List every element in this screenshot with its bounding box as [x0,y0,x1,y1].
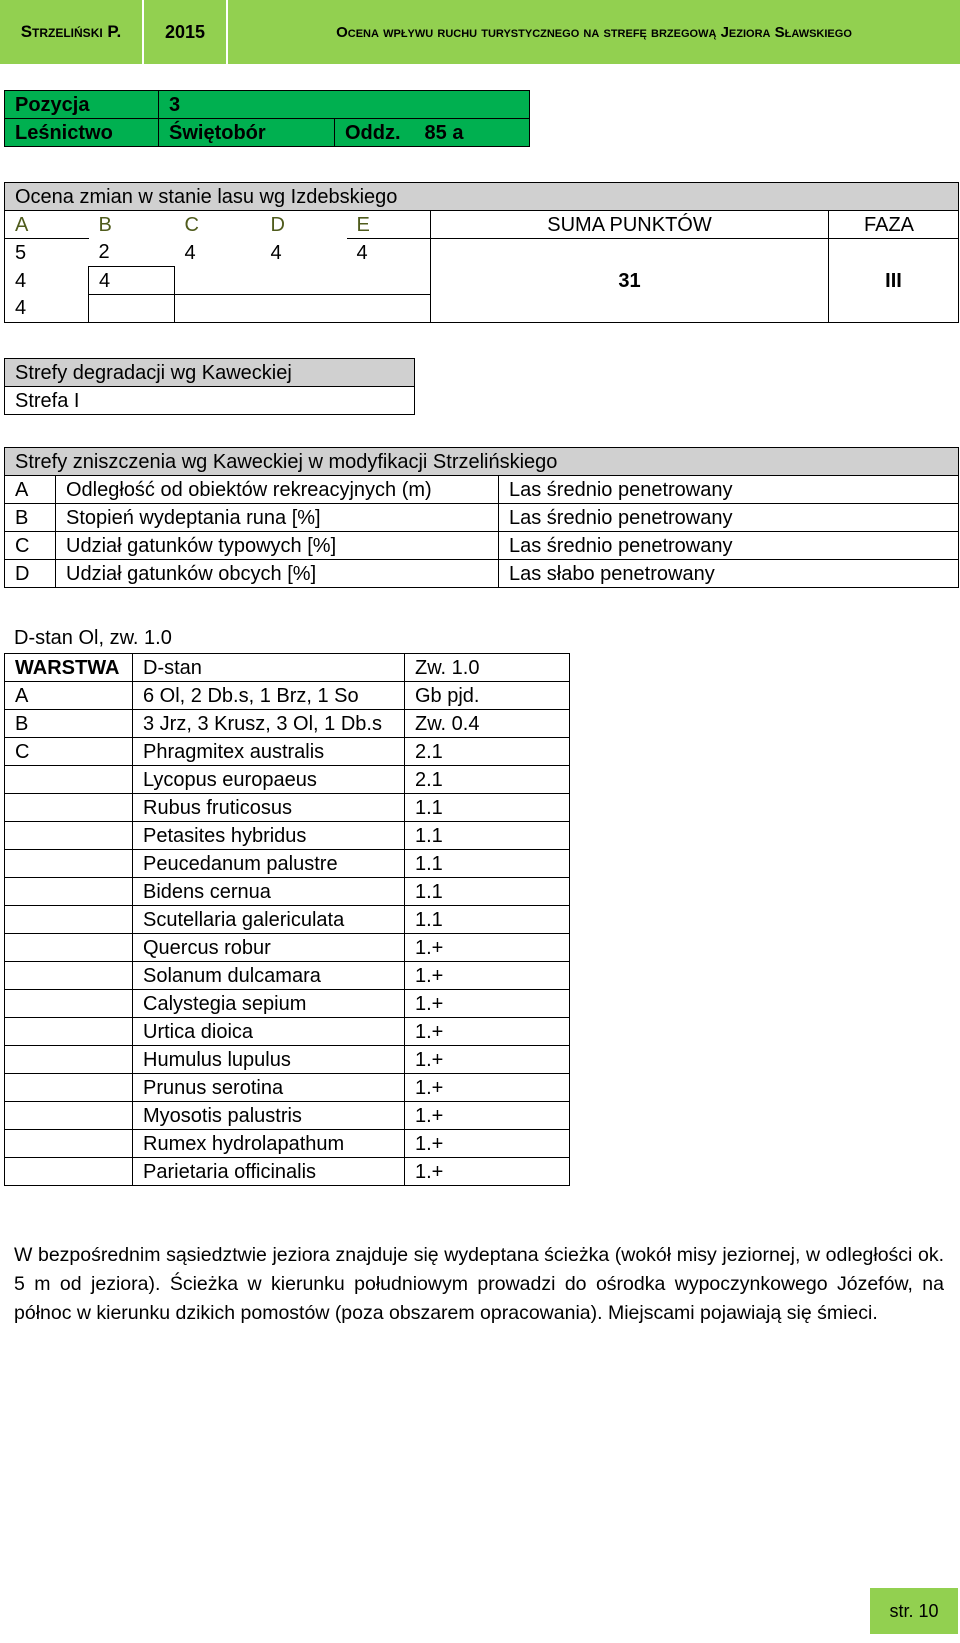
dstan-species: Solanum dulcamara [133,962,405,990]
lesnictwo-value: Świętobór [159,119,335,147]
header-title: Ocena wpływu ruchu turystycznego na strefę brzegową Jeziora Sławskiego [336,23,852,41]
page-header [0,0,960,64]
oddz-value: 85 a [424,121,464,144]
pozycja-value: 3 [159,91,530,119]
header-author: Strzeliński P. [0,0,144,64]
zn-label: Stopień wydeptania runa [%] [56,504,499,532]
dstan-cover: 2.1 [405,738,570,766]
dstan-layer: A [5,682,133,710]
pozycja-label: Pozycja [5,91,159,119]
zn-code: D [5,560,56,588]
dstan-species: Urtica dioica [133,1018,405,1046]
zn-value: Las średnio penetrowany [499,504,959,532]
dstan-cover: Gb pjd. [405,682,570,710]
dstan-species: Phragmitex australis [133,738,405,766]
dstan-species: Humulus lupulus [133,1046,405,1074]
table-row [5,476,959,504]
dstan-cover: 1.+ [405,1018,570,1046]
izdebski-col-d: D [270,213,285,236]
dstan-cover: 1.1 [405,822,570,850]
izd-r3-b [89,295,175,323]
dstan-cover: 1.+ [405,1158,570,1186]
dstan-cover: 1.1 [405,906,570,934]
dstan-species: Petasites hybridus [133,822,405,850]
izd-r3-rest [175,295,431,323]
table-row [5,794,570,822]
zn-code: C [5,532,56,560]
izd-r2-rest [175,267,431,295]
izd-r3-a: 4 [5,295,89,323]
dstan-cover: Zw. 0.4 [405,710,570,738]
dstan-layer [5,934,133,962]
dstan-species: Prunus serotina [133,1074,405,1102]
page-number: str. 10 [870,1588,958,1634]
dstan-species: 6 Ol, 2 Db.s, 1 Brz, 1 So [133,682,405,710]
dstan-layer [5,766,133,794]
zniszczenia-table [4,447,959,588]
dstan-species: Peucedanum palustre [133,850,405,878]
table-row [5,560,959,588]
dstan-layer: C [5,738,133,766]
izd-r1-d: 4 [270,241,282,264]
dstan-cover: 1.+ [405,1074,570,1102]
dstan-layer [5,1074,133,1102]
dstan-species: 3 Jrz, 3 Krusz, 3 Ol, 1 Db.s [133,710,405,738]
dstan-cover: 1.+ [405,1102,570,1130]
table-row [5,990,570,1018]
zn-label: Udział gatunków obcych [%] [56,560,499,588]
dstan-cover: 1.1 [405,850,570,878]
zn-code: A [5,476,56,504]
body-paragraph: W bezpośrednim sąsiedztwie jeziora znajduje się wydeptana ścieżka (wokół misy jeziornej, w odległości ok. 5 m od jeziora). Ścieżka w kierunku południowym prowadzi do ośrodka wypoczynkowego Józefów, na północ w kierunku dzikich pomostów (poza obszarem opracowania). Miejscami pojawiają się śmieci. [14,1244,944,1324]
table-row [5,532,959,560]
dstan-layer [5,1018,133,1046]
dstan-layer [5,794,133,822]
izd-r2-b: 4 [89,267,175,295]
dstan-cover: 1.+ [405,1130,570,1158]
izdebski-col-e: E [347,211,431,239]
table-row [5,1074,570,1102]
table-row [5,738,570,766]
table-row [5,822,570,850]
table-row [5,962,570,990]
izdebski-table [4,182,959,323]
dstan-cover: 1.+ [405,934,570,962]
izd-r1-b: 2 [98,241,110,264]
izd-r1-c: 4 [184,241,196,264]
dstan-cover: 1.1 [405,794,570,822]
zn-label: Udział gatunków typowych [%] [56,532,499,560]
table-row [5,1158,570,1186]
dstan-species: Quercus robur [133,934,405,962]
table-row [5,766,570,794]
table-row [5,1046,570,1074]
dstan-species: Calystegia sepium [133,990,405,1018]
table-row [5,878,570,906]
dstan-species: Myosotis palustris [133,1102,405,1130]
izdebski-col-a: A [5,211,89,239]
dstan-layer [5,1046,133,1074]
lesnictwo-label: Leśnictwo [5,119,159,147]
izdebski-title: Ocena zmian w stanie lasu wg Izdebskiego [5,183,959,211]
zniszczenia-title: Strefy zniszczenia wg Kaweckiej w modyfikacji Strzelińskiego [5,448,959,476]
faza-label: FAZA [829,211,959,239]
dstan-cover: 1.1 [405,878,570,906]
dstan-layer [5,962,133,990]
table-row [5,906,570,934]
zn-value: Las średnio penetrowany [499,476,959,504]
suma-value: 31 [431,239,829,323]
dstan-species: Scutellaria galericulata [133,906,405,934]
zn-value: Las średnio penetrowany [499,532,959,560]
dstan-layer [5,1158,133,1186]
dstan-layer [5,990,133,1018]
dstan-head-dstan: D-stan [133,654,405,682]
dstan-layer [5,1130,133,1158]
table-row [5,1102,570,1130]
table-row [5,710,570,738]
dstan-table [4,653,570,1186]
faza-value: III [829,239,959,323]
degradacja-title: Strefy degradacji wg Kaweckiej [5,359,415,387]
position-table [4,90,530,147]
dstan-head-zw: Zw. 1.0 [405,654,570,682]
zn-value: Las słabo penetrowany [499,560,959,588]
dstan-species: Rubus fruticosus [133,794,405,822]
header-year: 2015 [144,0,228,64]
dstan-species: Bidens cernua [133,878,405,906]
table-row [5,504,959,532]
dstan-cover: 2.1 [405,766,570,794]
izd-r1-e: 4 [347,239,431,267]
dstan-layer [5,906,133,934]
dstan-cover: 1.+ [405,962,570,990]
dstan-layer [5,850,133,878]
dstan-caption: D-stan Ol, zw. 1.0 [14,627,172,649]
izdebski-col-c: C [184,213,199,236]
table-row [5,682,570,710]
table-row [5,850,570,878]
dstan-layer: B [5,710,133,738]
dstan-cover: 1.+ [405,1046,570,1074]
dstan-species: Lycopus europaeus [133,766,405,794]
degradacja-table [4,358,415,415]
degradacja-value: Strefa I [5,387,415,415]
table-row [5,934,570,962]
dstan-head-warstwa: WARSTWA [5,654,133,682]
dstan-layer [5,822,133,850]
suma-label: SUMA PUNKTÓW [431,211,829,239]
table-row [5,1018,570,1046]
izdebski-col-b: B [98,213,112,236]
dstan-species: Rumex hydrolapathum [133,1130,405,1158]
dstan-layer [5,1102,133,1130]
izd-r1-a: 5 [5,239,89,267]
dstan-layer [5,878,133,906]
dstan-species: Parietaria officinalis [133,1158,405,1186]
zn-code: B [5,504,56,532]
zn-label: Odległość od obiektów rekreacyjnych (m) [56,476,499,504]
table-row [5,1130,570,1158]
oddz-cell [335,119,530,147]
oddz-label: Oddz. [345,121,401,144]
izd-r2-a: 4 [5,267,89,295]
dstan-cover: 1.+ [405,990,570,1018]
